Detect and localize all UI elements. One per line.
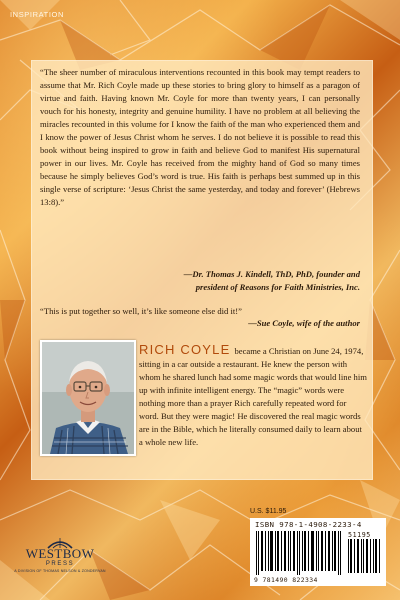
publisher-division: A DIVISION OF THOMAS NELSON & ZONDERVAN	[14, 569, 106, 573]
author-photo	[40, 340, 136, 456]
price-code-number: 51195	[348, 531, 371, 539]
publisher-logo	[10, 536, 110, 592]
attribution-line-1: —Dr. Thomas J. Kindell, ThD, PhD, founder and	[183, 269, 360, 279]
author-bio-text: became a Christian on June 24, 1974, sitting in a car outside a restaurant. He knew the person with whom he shared lunch had some magic words that would line him up with infinite intelligent energy. The “magic” words were nothing more than a prayer Rich carefully repeated word for word. But they were magic! He discovered the real magic words are in the Bible, which he literally consumed daily to learn about a whole new life.	[139, 346, 367, 447]
ean-barcode-bars	[256, 531, 342, 575]
isbn-label: ISBN 978-1-4908-2233-4	[255, 520, 362, 529]
price-label: U.S. $11.95	[250, 508, 287, 515]
barcode	[250, 518, 386, 586]
endorsement-attribution-sue-coyle: —Sue Coyle, wife of the author	[248, 318, 360, 328]
author-name: RICH COYLE	[139, 342, 231, 357]
category-label: INSPIRATION	[10, 10, 64, 19]
attribution-line-2: president of Reasons for Faith Ministries, Inc.	[195, 282, 360, 292]
publisher-name: WESTBOW	[25, 546, 95, 561]
endorsement-quote-sue-coyle: “This is put together so well, it’s like someone else did it!”	[40, 306, 242, 316]
author-bio	[139, 343, 367, 449]
endorsement-quote-kindell: “The sheer number of miraculous interventions recounted in this book may tempt readers to assume that Mr. Rich Coyle made up these stories to bring glory to himself as a paragon of virtue and faith. Having known Mr. Coyle for more than twenty years, I can personally vouch for his honesty, integrity and genuine humility. I have no problem at all believing the miracles recounted in this volume for I know the faith of the man who experienced them and I know the power of Jesus Christ whom he serves. I do not believe it is possible to read this book without being inspired to grow in faith and believe God to manifest His supernatural power in our lives. Mr. Coyle has received from the mighty hand of God so many times because he simply believes God’s word is true. His faith is perhaps best summed up in this single verse of scripture: ‘Jesus Christ the same yesterday, and today and forever’ (Hebrews 13:8).”	[40, 67, 360, 207]
price-code-bars	[348, 539, 382, 573]
ean-number: 9 781490 822334	[254, 576, 318, 584]
endorsement-attribution-kindell	[40, 268, 360, 294]
publisher-press: PRESS	[45, 561, 75, 567]
